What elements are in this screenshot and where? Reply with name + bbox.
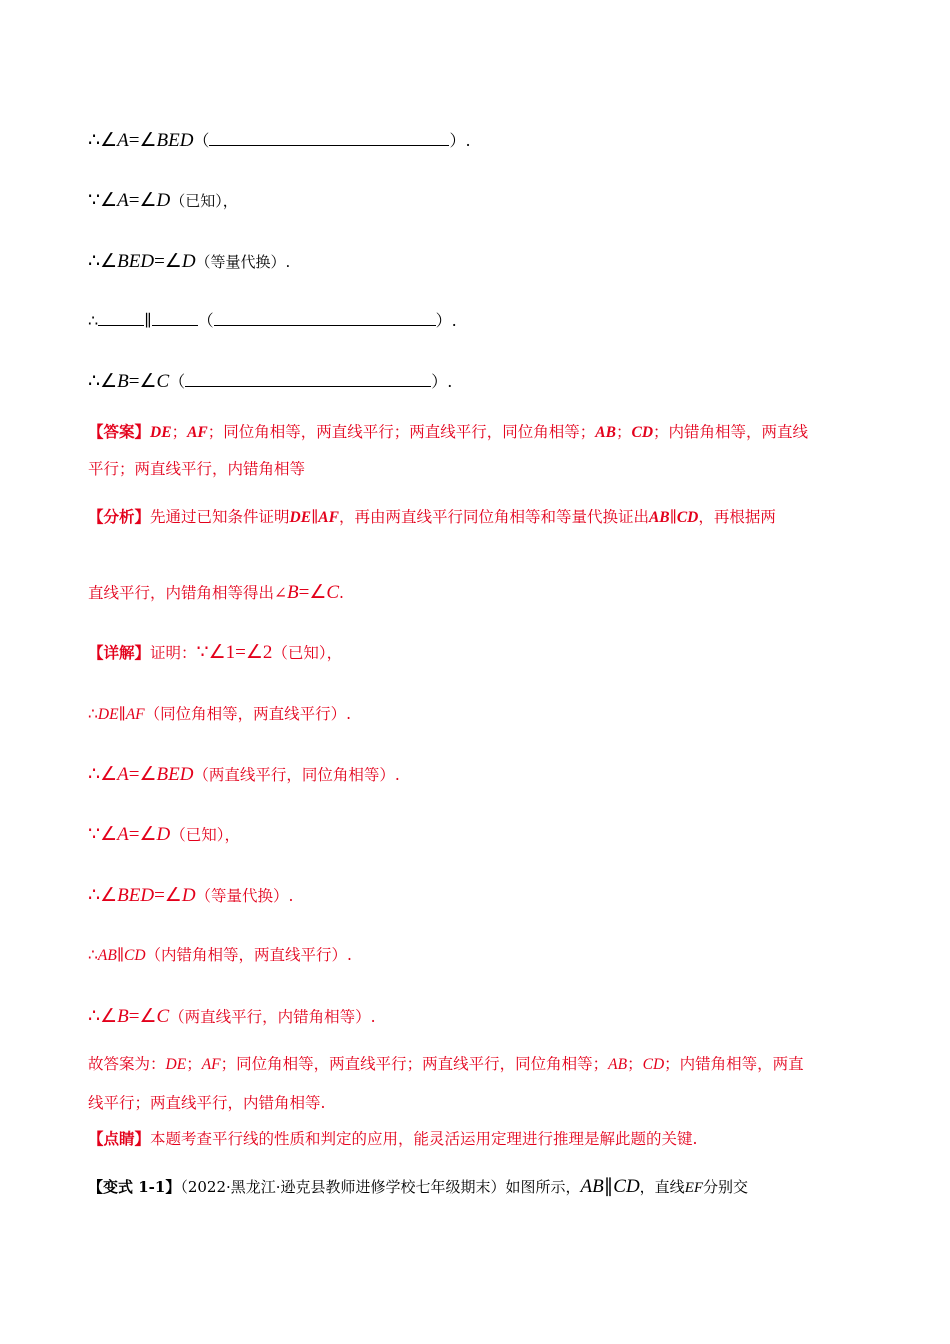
therefore: ∴: [88, 705, 98, 723]
var: 2: [262, 642, 273, 663]
var: AF: [201, 1056, 221, 1073]
blank-line-a[interactable]: [98, 311, 144, 326]
var: BED: [156, 764, 194, 785]
equals-angle: =∠: [128, 824, 157, 845]
var: AF: [125, 706, 145, 723]
var: AB: [97, 947, 117, 964]
var: DE: [165, 1056, 187, 1073]
var: D: [156, 824, 171, 845]
analysis-line-1: [88, 507, 776, 528]
blank-reason-1[interactable]: [209, 131, 449, 146]
var: B: [117, 1006, 129, 1027]
paren: ）.: [431, 372, 453, 391]
var: BED: [156, 130, 194, 151]
var: CD: [613, 1176, 640, 1197]
text: 本题考查平行线的性质和判定的应用，能灵活运用定理进行推理是解此题的关键.: [150, 1130, 698, 1148]
blank-reason-3[interactable]: [185, 372, 431, 387]
parallel-symbol: ∥: [144, 311, 152, 330]
var: B: [117, 371, 129, 392]
reason: （等量代换）.: [195, 253, 291, 271]
because-angle: ∵∠: [196, 642, 226, 663]
sep: ；: [627, 1055, 643, 1073]
var: AF: [318, 509, 339, 526]
answer-tag: 【答案】: [88, 422, 151, 441]
sep: ；内错角相等，两直: [664, 1055, 804, 1073]
variant-tag: 【变式 1-1】: [88, 1178, 181, 1196]
var: AF: [187, 424, 208, 441]
reason: （内错角相等，两直线平行）.: [145, 946, 352, 964]
parallel-symbol: ∥: [118, 705, 126, 723]
equals-angle: =∠: [128, 130, 157, 151]
answer-cont: 平行；两直线平行，内错角相等: [88, 460, 306, 478]
sep: ；同位角相等，两直线平行；两直线平行，同位角相等；: [207, 423, 596, 441]
reason: （同位角相等，两直线平行）.: [144, 705, 352, 723]
equals-angle: =∠: [128, 1006, 157, 1027]
var: C: [156, 371, 170, 392]
equals-angle: =∠: [128, 371, 157, 392]
reason: （两直线平行，内错角相等）.: [169, 1008, 376, 1026]
equals-angle: =∠: [154, 251, 182, 272]
var: C: [156, 1006, 170, 1027]
var: DE: [289, 509, 312, 526]
blank-line-b[interactable]: [152, 311, 198, 326]
sep: ；内错角相等，两直线: [653, 423, 809, 441]
sep: ；: [171, 423, 188, 441]
therefore-angle: ∴∠: [88, 764, 118, 785]
final-line-1: [88, 1054, 804, 1075]
paren: （: [169, 372, 186, 391]
text: 证明：: [150, 644, 197, 662]
reason: （两直线平行，同位角相等）.: [193, 766, 400, 784]
therefore-angle: ∴∠: [88, 885, 118, 906]
equals-angle: =∠: [154, 885, 182, 906]
period: .: [339, 584, 344, 602]
parallel-symbol: ∥: [116, 946, 124, 964]
detail-line-3: [88, 765, 400, 785]
equals-angle: =∠: [128, 764, 157, 785]
parallel-symbol: ∥: [669, 508, 677, 526]
proof-line-4: [88, 311, 457, 331]
detail-tag: 【详解】: [88, 643, 151, 662]
var: AB: [608, 1056, 628, 1073]
detail-line-7: [88, 1007, 376, 1027]
reason: （已知），: [170, 826, 240, 844]
equals-angle: =∠: [128, 190, 157, 211]
var: D: [156, 190, 171, 211]
paren: ）.: [449, 131, 471, 150]
proof-line-3: [88, 252, 290, 272]
final-line-2: [88, 1093, 325, 1113]
parallel-symbol: ∥: [311, 508, 319, 526]
answer-line-1: [88, 422, 808, 443]
var: A: [117, 824, 129, 845]
var: 1: [225, 642, 236, 663]
var: CD: [123, 947, 146, 964]
var: CD: [631, 424, 654, 441]
therefore-angle: ∴∠: [88, 251, 118, 272]
text: 先通过已知条件证明: [150, 508, 290, 526]
reason: （等量代换）.: [195, 887, 294, 905]
text: 线平行；两直线平行，内错角相等.: [88, 1094, 326, 1112]
proof-line-1: [88, 131, 471, 151]
text: 故答案为：: [88, 1055, 166, 1073]
analysis-tag: 【分析】: [88, 507, 151, 526]
detail-line-4: [88, 825, 240, 845]
reason: （已知），: [170, 192, 238, 210]
var: BED: [117, 251, 155, 272]
var: DE: [97, 706, 119, 723]
equals-angle: =∠: [298, 582, 327, 603]
proof-line-5: [88, 372, 452, 392]
var: BED: [117, 885, 155, 906]
var: CD: [676, 509, 699, 526]
proof-line-2: [88, 191, 238, 211]
text: ，直线: [639, 1178, 685, 1196]
var: AB: [648, 509, 670, 526]
paren: ）.: [435, 311, 457, 330]
sep: ；同位角相等，两直线平行；两直线平行，同位角相等；: [220, 1055, 609, 1073]
therefore-angle: ∴∠: [88, 1006, 118, 1027]
reason: （已知），: [272, 644, 343, 662]
var: AB: [595, 424, 616, 441]
therefore: ∴: [88, 311, 99, 330]
parallel-symbol: ∥: [603, 1176, 614, 1197]
therefore-angle: ∴∠: [88, 130, 118, 151]
sep: ；: [615, 423, 632, 441]
detail-line-1: [88, 643, 342, 663]
var: AB: [580, 1176, 604, 1197]
var: EF: [684, 1180, 704, 1196]
var: A: [117, 130, 129, 151]
var: DE: [150, 424, 172, 441]
text: 直线平行，内错角相等得出∠: [88, 584, 287, 602]
because-angle: ∵∠: [88, 190, 118, 211]
var: C: [326, 582, 340, 603]
variant-source: （2022·黑龙江·逊克县教师进修学校七年级期末）如图所示，: [180, 1178, 581, 1196]
detail-line-6: [88, 945, 352, 966]
detail-line-5: [88, 886, 293, 906]
var: D: [181, 251, 196, 272]
analysis-line-2: [88, 583, 344, 603]
var: D: [181, 885, 196, 906]
detail-line-2: [88, 704, 351, 725]
var: A: [117, 764, 129, 785]
text: ，再由两直线平行同位角相等和等量代换证出: [338, 508, 649, 526]
var: CD: [642, 1056, 665, 1073]
because-angle: ∵∠: [88, 824, 118, 845]
answer-line-2: [88, 459, 305, 479]
blank-reason-2[interactable]: [214, 311, 436, 326]
paren: （: [197, 311, 214, 330]
paren: （: [193, 131, 210, 150]
therefore: ∴: [88, 946, 98, 964]
point-line: [88, 1129, 697, 1149]
var: A: [117, 190, 129, 211]
text: 分别交: [703, 1178, 749, 1196]
text: ，再根据两: [698, 508, 776, 526]
var: B: [287, 582, 299, 603]
variant-line: [88, 1177, 748, 1198]
sep: ；: [186, 1055, 202, 1073]
therefore-angle: ∴∠: [88, 371, 118, 392]
point-tag: 【点睛】: [88, 1129, 151, 1148]
equals-angle: =∠: [235, 642, 263, 663]
